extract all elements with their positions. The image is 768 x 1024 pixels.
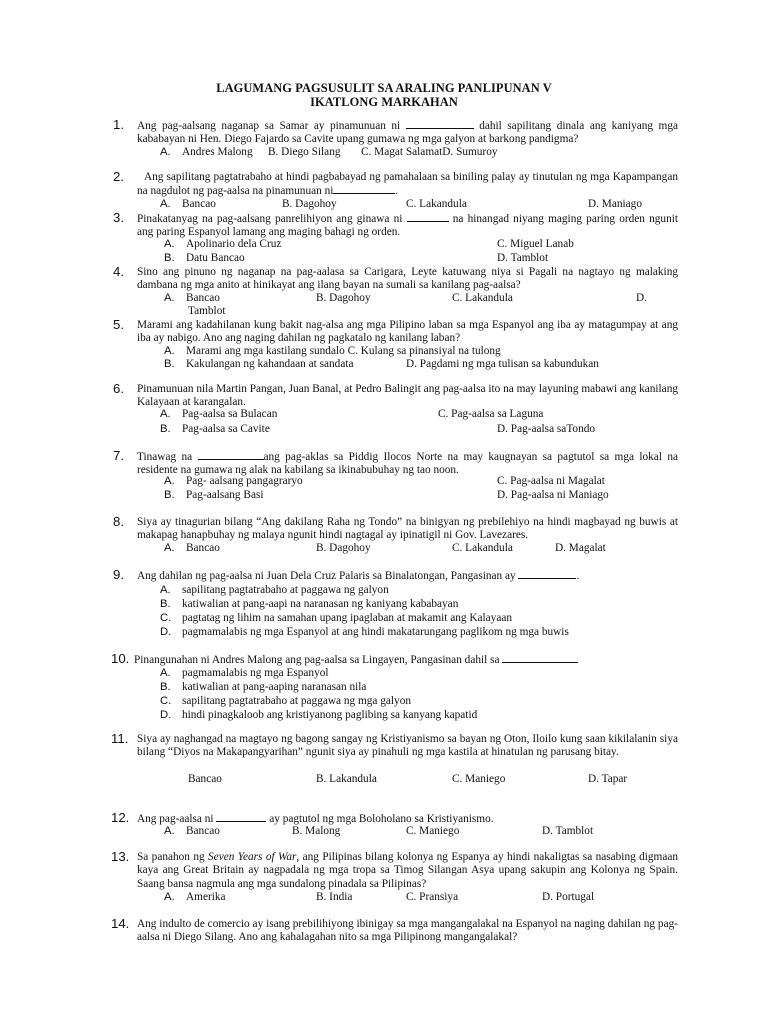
option-b: B. Datu Bancao [164,252,245,264]
question-number: 14. [111,916,130,931]
option-a: A. Pag-aalsa sa Bulacan [160,408,278,420]
question-number: 5. [113,317,124,332]
option-a: A. Bancao [164,542,220,554]
option-a: A. Pag- aalsang pangagraryo [164,475,303,487]
option-a: A. pagmamalabis ng mga Espanyol [160,667,329,679]
option-a: A. sapilitang pagtatrabaho at paggawa ng galyon [160,584,389,596]
question-number: 6. [113,381,124,396]
option-c: C. Pag-aalsa ni Magalat [497,475,605,487]
question-number: 10. [111,651,130,666]
question-text: Siya ay tinagurian bilang “Ang dakilang Raha ng Tondo” na binigyan ng prebilehiyo na hindi magbayad ng buwis at makapag hanapbuhay ng malaya ngunit hindi nagtagal ay ipinatigil ni Gov. Lavezares. [137,516,678,542]
question-text: Pinakatanyag na pag-aalsang panrelihiyon ang ginawa ni na hinangad niyang maging paring orden ngunit ang paring Espanyol lamang ang maging bahagi ng orden. [137,213,678,239]
answer-blank [216,812,266,822]
option-b: B. Dagohoy [282,198,337,210]
option-a: A. Bancao [164,825,220,837]
option-a: A. Bancao [164,292,220,304]
emphasized-text: Seven Years of War [208,851,297,863]
option-d: D. Tamblot [542,825,594,837]
question-number: 11. [111,731,129,746]
question-number: 8. [113,514,124,529]
option-c-d: C. Magat SalamatD. Sumuroy [361,146,498,158]
option-b: B. Malong [292,825,341,837]
option-a: A. Amerika [164,891,226,903]
option-d: D. Tamblot [497,252,549,264]
option-c: C. Pag-aalsa sa Laguna [438,408,544,420]
option-b: B. India [316,891,353,903]
question-number: 3. [113,210,124,225]
question-number: 4. [113,264,124,279]
question-number: 7. [113,448,124,463]
question-number: 12. [111,810,130,825]
option-d: D. hindi pinagkaloob ang kristiyanong paglibing sa kanyang kapatid [160,709,478,721]
exam-title: LAGUMANG PAGSUSULIT SA ARALING PANLIPUNAN V [216,81,552,95]
option-b: B. Lakandula [316,773,377,785]
question-text: Ang sapilitang pagtatrabaho at hindi pagbabayad ng pamahalaan sa biniling palay ay tinutulan ng mga Kapampangan na nagdulot ng pag-aalsa na pinamunuan ni . [137,171,678,198]
option-c: C. Pransiya [406,891,459,903]
question-text: Marami ang kadahilanan kung bakit nag-alsa ang mga Pilipino laban sa mga Espanyol ang iba ay matagumpay at ang iba ay nabigo. Ano ang naging dahilan ng pagkatalo ng kanilang laban? [137,319,678,345]
option-c: C. Maniego [452,773,506,785]
question-number: 1. [113,117,124,132]
answer-blank [198,450,264,460]
option-c: C. sapilitang pagtatrabaho at paggawa ng mga galyon [160,695,411,707]
option-b: B. Kakulangan ng kahandaan at sandata [164,358,354,370]
question-text: Tinawag na ang pag-aklas sa Piddig Ilocos Norte na may kaugnayan sa pagtutol sa mga lokal na residente na gumawa ng alak na kabilang sa ikinabubuhay ng tao noon. [137,451,678,477]
question-text: Pinamunuan nila Martin Pangan, Juan Banal, at Pedro Balingit ang pag-aalsa ito na may layuning mabawi ang kanilang Kalayaan at karangalan. [137,383,678,409]
option-d: D. Pag-aalsa ni Maniago [497,489,609,501]
answer-blank [333,184,395,194]
option-a: A. Apolinario dela Cruz [164,238,282,250]
option-c: C. Lakandula [452,292,513,304]
option-b: B. katiwalian at pang-aaping naranasan nila [160,681,367,693]
option-d: D. Portugal [542,891,595,903]
option-b: B. Dagohoy [316,542,371,554]
option-a: Bancao [188,773,222,785]
option-d-letter: D. [636,292,647,304]
option-a: A. Andres Malong [160,146,253,158]
option-d: D. Pagdami ng mga tulisan sa kabundukan [406,358,599,370]
question-number: 9. [113,567,124,582]
option-c: C. Maniego [406,825,460,837]
option-b: B. Pag-aalsang Basi [164,489,264,501]
exam-subtitle: IKATLONG MARKAHAN [310,95,458,109]
option-d: D. Maniago [588,198,642,210]
question-text: Ang indulto de comercio ay isang prebilihiyong ibinigay sa mga mangangalakal na Espanyol na naging dahilan ng pag-aalsa ni Diego Silang. Ano ang kahalagahan nito sa mga Pilipinong mangangalakal? [137,918,678,944]
option-a-c: A. Marami ang mga kastilang sundalo C. Kulang sa pinansiyal na tulong [164,345,501,357]
question-text: Ang pag-aalsang naganap sa Samar ay pinamunuan ni dahil sapilitang dinala ang kaniyang mga kababayan ni Hen. Diego Fajardo sa Cavite upang gumawa ng mga galyon at barkong pandigma? [137,120,679,146]
option-c: C. Lakandula [452,542,513,554]
question-number: 13. [111,849,130,864]
question-text: Ang dahilan ng pag-aalsa ni Juan Dela Cruz Palaris sa Binalatongan, Pangasinan ay . [137,570,580,582]
option-d: D. pagmamalabis ng mga Espanyol at ang hindi makatarungang paglikom ng mga buwis [160,626,569,638]
option-b: B. Pag-aalsa sa Cavite [160,423,270,435]
option-b: B. Diego Silang [268,146,341,158]
answer-blank [502,653,578,663]
option-c: C. Lakandula [406,198,467,210]
question-number: 2. [113,169,124,184]
option-c: C. pagtatag ng lihim na samahan upang ipaglaban at makamit ang Kalayaan [160,612,513,624]
option-d: D. Pag-aalsa saTondo [497,423,596,435]
option-a: A. Bancao [160,198,216,210]
answer-blank [406,119,474,129]
question-text: Ang pag-aalsa ni ay pagtutol ng mga Boloholano sa Kristiyanismo. [137,813,494,825]
answer-blank [518,569,576,579]
option-d: D. Tapar [588,773,628,785]
question-text: Sino ang pinuno ng naganap na pag-aalasa sa Carigara, Leyte katuwang niya si Pagali na nagtayo ng malaking dambana ng mga anito at hinikayat ang ilang bayan na sumali sa kanilang pag-aalsa? [137,266,678,292]
option-c: C. Miguel Lanab [497,238,574,250]
option-b: B. katiwalian at pang-aapi na naranasan ng kaniyang kababayan [160,598,459,610]
option-d: D. Magalat [555,542,606,554]
question-text: Siya ay naghangad na magtayo ng bagong sangay ng Kristiyanismo sa bayan ng Oton, Iloilo kung saan kikilalanin siya bilang “Diyos na Makapangyarihan” ngunit siya ay pinahuli ng mga kastila at hinatulan ng parusang bitay. [137,733,678,759]
option-d: Tamblot [188,305,226,317]
answer-blank [407,212,449,222]
question-text: Sa panahon ng Seven Years of War, ang Pilipinas bilang kolonya ng Espanya ay hindi nakaligtas sa nasabing digmaan kaya ang Great Britain ay nagpadala ng mga tropa sa Timog Silangan Asya upang sakupin ang Kolonya ng Spain. Saang bansa nagmula ang mga sundalong pinadala sa Pilipinas? [137,851,679,890]
question-text: Pinangunahan ni Andres Malong ang pag-aalsa sa Lingayen, Pangasinan dahil sa [134,653,675,667]
option-b: B. Dagohoy [316,292,371,304]
